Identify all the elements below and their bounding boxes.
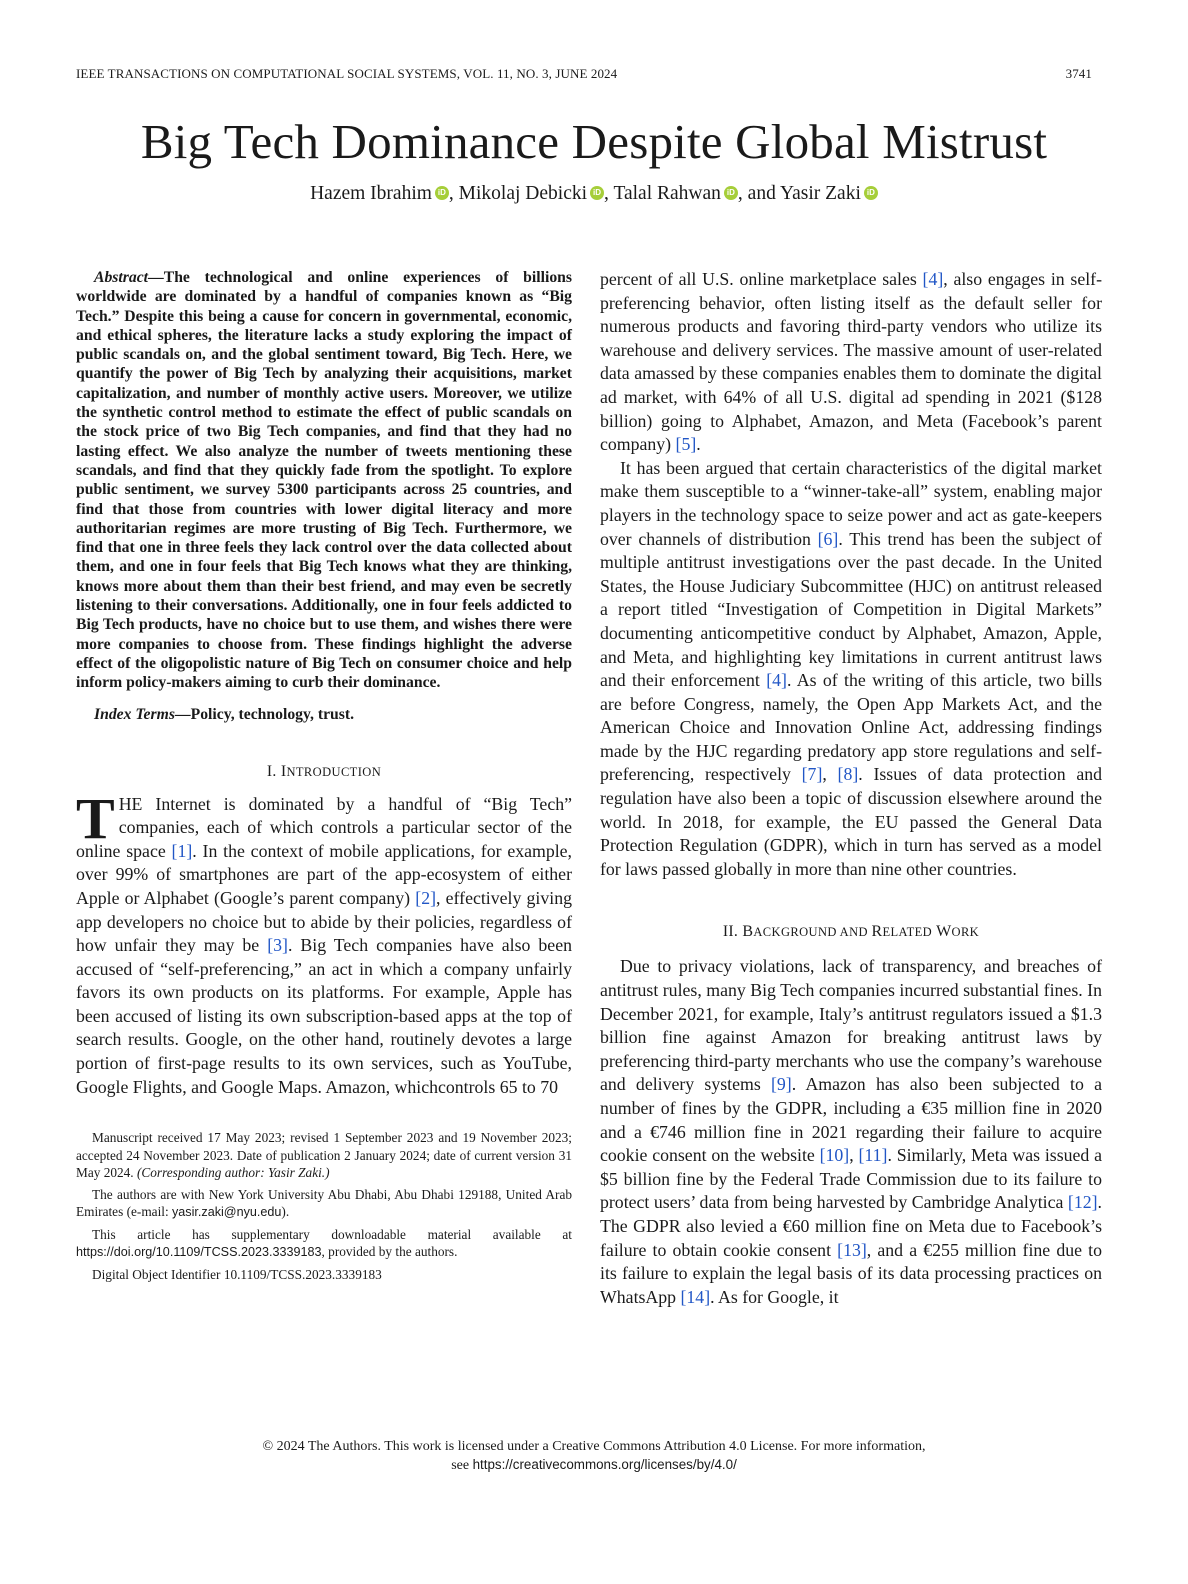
body-paragraph	[600, 268, 1102, 457]
footnotes	[76, 1129, 572, 1283]
body-text: percent of all U.S. online marketplace sales	[600, 269, 923, 289]
body-paragraph	[600, 457, 1102, 882]
citation-link[interactable]: [12]	[1067, 1192, 1098, 1213]
orcid-icon[interactable]: iD	[864, 186, 878, 200]
body-text: . The GDPR also levied a €60 million fine on Meta due to Facebook’s failure to obtain cookie consent	[600, 1192, 1102, 1260]
author-name: Mikolaj Debicki	[458, 183, 588, 204]
abstract-text: —The technological and online experiences of billions worldwide are dominated by a handful of companies known as “Big Tech.” Despite this being a cause for concern in governmental, economic, and ethical spheres, the literature lacks a study exploring the impact of public scandals on, and the global sentiment toward, Big Tech. Here, we quantify the power of Big Tech by analyzing their acquisitions, market capitalization, and number of monthly active users. Moreover, we utilize the synthetic control method to estimate the effect of public scandals on the stock price of two Big Tech companies, and find that they had no lasting effect. We also analyze the number of tweets mentioning these scandals, and find that they quickly fade from the spotlight. To explore public sentiment, we survey 5300 participants across 25 countries, and find that those from countries with lower digital literacy and more authoritarian regimes are more trusting of Big Tech. Furthermore, we find that one in three feels they lack control over the data collected about them, and one in four feels that Big Tech knows what they are thinking, knows more about them than their best friend, and may even be secretly listening to their conversations. Additionally, one in four feels addicted to Big Tech products, have no choice but to use them, and wishes there were more companies to choose from. These findings highlight the adverse effect of the oligopolistic nature of Big Tech on consumer choice and help inform policy-makers aiming to curb their dominance.	[76, 269, 572, 692]
section-title-rest: NTRODUCTION	[286, 764, 382, 779]
index-terms-text: —Policy, technology, trust.	[174, 705, 355, 723]
running-header	[76, 66, 1092, 82]
citation-link[interactable]: [8]	[837, 764, 859, 785]
body-text: .	[696, 434, 701, 455]
orcid-icon[interactable]: iD	[724, 186, 738, 200]
citation-link[interactable]: [1]	[171, 840, 193, 861]
right-column	[600, 268, 1102, 1309]
left-column	[76, 268, 572, 1287]
body-text: Due to privacy violations, lack of transparency, and breaches of antitrust rules, many Big Tech companies incurred substantial fines. In December 2021, for example, Italy’s antitrust regulators issued a $1.3 billion fine against Amazon for breaking antitrust laws by preferencing third-party merchants who use the company’s warehouse and delivery systems	[600, 956, 1102, 1095]
citation-link[interactable]: [3]	[267, 935, 288, 956]
footnote-text: Manuscript received 17 May 2023; revised 1 September 2023 and 19 November 2023; accepted 24 November 2023. Date of publication 2 January 2024; date of current version 31 May 2024.	[76, 1130, 572, 1181]
body-text: . As for Google, it	[710, 1286, 839, 1307]
section-title-initial: R	[871, 923, 883, 941]
corresponding-author: (Corresponding author: Yasir Zaki.)	[136, 1165, 330, 1181]
body-text: It has been argued that certain characteristics of the digital market make them susceptible to a “winner-take-all” system, enabling major players in the technology space to seize power and act as gate-keepers over channels of distribution	[600, 457, 1102, 549]
citation-link[interactable]: [5]	[675, 434, 697, 455]
section-title-initial: W	[932, 923, 952, 941]
footnote-text: , provided by the authors.	[321, 1244, 458, 1260]
body-paragraph	[600, 955, 1102, 1309]
abstract	[76, 268, 572, 693]
citation-link[interactable]: [4]	[922, 269, 944, 289]
section-numeral: I.	[266, 762, 281, 780]
citation-link[interactable]: [9]	[771, 1074, 792, 1095]
author-name: Hazem Ibrahim	[310, 183, 432, 204]
drop-cap: T	[76, 785, 115, 851]
author-separator: ,	[448, 183, 459, 204]
citation-link[interactable]: [13]	[837, 1239, 867, 1260]
orcid-icon[interactable]: iD	[435, 186, 449, 200]
body-text: . In the context of mobile applications, for example, over 99% of smartphones are part of the app-ecosystem of either Apple or Alphabet (Google’s parent company)	[76, 840, 572, 908]
footnote-affiliation	[76, 1186, 572, 1222]
body-text: ,	[822, 764, 838, 785]
section-numeral: II.	[722, 923, 743, 941]
author-separator: , and	[737, 183, 780, 204]
body-text: , effectively giving app developers no choice but to abide by their policies, regardless of how unfair they may be	[76, 887, 572, 956]
section-title-rest: ORK	[951, 925, 980, 940]
section-title-rest: ACKGROUND	[753, 925, 837, 940]
footnote-text: ).	[281, 1204, 290, 1220]
footnote-manuscript	[76, 1129, 572, 1182]
license-line	[0, 1456, 1188, 1475]
citation-link[interactable]: [4]	[766, 670, 787, 691]
footnote-text: The authors are with New York University Abu Dhabi, Abu Dhabi 129188, United Arab Emirates (e-mail:	[76, 1186, 572, 1220]
body-text: ,	[849, 1145, 859, 1166]
citation-link[interactable]: [11]	[858, 1145, 888, 1166]
supplementary-link[interactable]: https://doi.org/10.1109/TCSS.2023.3339183	[76, 1245, 322, 1260]
body-text: . Big Tech companies have also been accused of “self-preferencing,” an act in which a company unfairly favors its own products on its platforms. For example, Apple has been accused of listing its own subscription-based apps at the top of search results. Google, on the other hand, routinely devotes a large portion of first-page results to its own services, such as YouTube, Google Flights, and Google Maps. Amazon, whichcontrols 65 to 70	[76, 935, 572, 1097]
body-text: , and a €255 million fine due to its failure to explain the legal basis of its data processing practices on WhatsApp	[600, 1239, 1102, 1307]
intro-paragraph	[76, 785, 572, 1100]
body-text: . Amazon has also been subjected to a number of fines by the GDPR, including a €35 million fine in 2020 and a €746 million fine in 2021 regarding their failure to acquire cookie consent on the website	[600, 1074, 1102, 1166]
author-name: Talal Rahwan	[613, 183, 721, 204]
citation-link[interactable]: [6]	[817, 528, 839, 549]
license-link[interactable]: https://creativecommons.org/licenses/by/4.0/	[472, 1457, 737, 1472]
index-terms-label: Index Terms	[94, 705, 175, 723]
footnote-text: This article has supplementary downloadable material available at	[92, 1226, 572, 1242]
paper-title: Big Tech Dominance Despite Global Mistrust	[140, 114, 1048, 169]
license-text: see	[451, 1458, 473, 1473]
body-text: . This trend has been the subject of multiple antitrust investigations over the past decade. In the United States, the House Judiciary Subcommittee (HJC) on antitrust released a report titled “Investigation of Competition in Digital Markets” documenting anticompetitive conduct by Alphabet, Amazon, Apple, and Meta, and highlighting key limitations in current antitrust laws and their enforcement	[600, 528, 1102, 691]
section-title-rest: AND	[836, 925, 872, 940]
license-notice	[0, 1438, 1188, 1475]
body-text: HE Internet is dominated by a handful of “Big Tech” companies, each of which controls a particular sector of the online space	[76, 793, 572, 861]
orcid-icon[interactable]: iD	[590, 186, 604, 200]
section-title-initial: B	[742, 923, 754, 941]
author-name: Yasir Zaki	[779, 183, 861, 204]
citation-link[interactable]: [14]	[680, 1286, 711, 1307]
footnote-supplementary	[76, 1226, 572, 1262]
license-line: © 2024 The Authors. This work is licensed under a Creative Commons Attribution 4.0 License. For more information,	[262, 1439, 926, 1454]
journal-info: IEEE TRANSACTIONS ON COMPUTATIONAL SOCIAL SYSTEMS, VOL. 11, NO. 3, JUNE 2024	[76, 66, 618, 81]
section-title-initial: I	[280, 762, 287, 780]
section-heading-introduction	[76, 763, 572, 781]
citation-link[interactable]: [2]	[415, 887, 437, 908]
author-list	[0, 180, 1188, 208]
body-text: . As of the writing of this article, two bills are before Congress, namely, the Open App Markets Act, and the American Choice and Innovation Online Act, addressing findings made by the HJC regarding predatory app store regulations and self-preferencing, respectively	[600, 670, 1102, 785]
email-link[interactable]: yasir.zaki@nyu.edu	[172, 1205, 282, 1220]
author-separator: ,	[604, 183, 614, 204]
body-text: . Similarly, Meta was issued a $5 billion fine by the Federal Trade Commission due to its failure to protect users’ data from being harvested by Cambridge Analytica	[600, 1145, 1102, 1213]
index-terms	[76, 705, 572, 725]
body-text: . Issues of data protection and regulation have also been a topic of discussion elsewhere around the world. In 2018, for example, the EU passed the General Data Protection Regulation (GDPR), which in turn has served as a model for laws passed globally in more than nine other countries.	[600, 764, 1103, 879]
body-text: , also engages in self-preferencing behavior, often listing itself as the default seller for numerous products and favoring third-party vendors who utilize its warehouse and delivery services. The massive amount of user-related data amassed by these companies enables them to dominate the digital ad market, with 64% of all U.S. digital ad spending in 2021 ($128 billion) going to Alphabet, Amazon, and Meta (Facebook’s parent company)	[600, 269, 1102, 455]
citation-link[interactable]: [7]	[801, 764, 823, 785]
page-number: 3741	[1065, 66, 1092, 81]
section-title-rest: ELATED	[882, 925, 933, 940]
abstract-label: Abstract	[94, 269, 149, 286]
citation-link[interactable]: [10]	[819, 1145, 850, 1166]
footnote-doi: Digital Object Identifier 10.1109/TCSS.2023.3339183	[92, 1266, 382, 1282]
section-heading-background	[600, 923, 1102, 941]
